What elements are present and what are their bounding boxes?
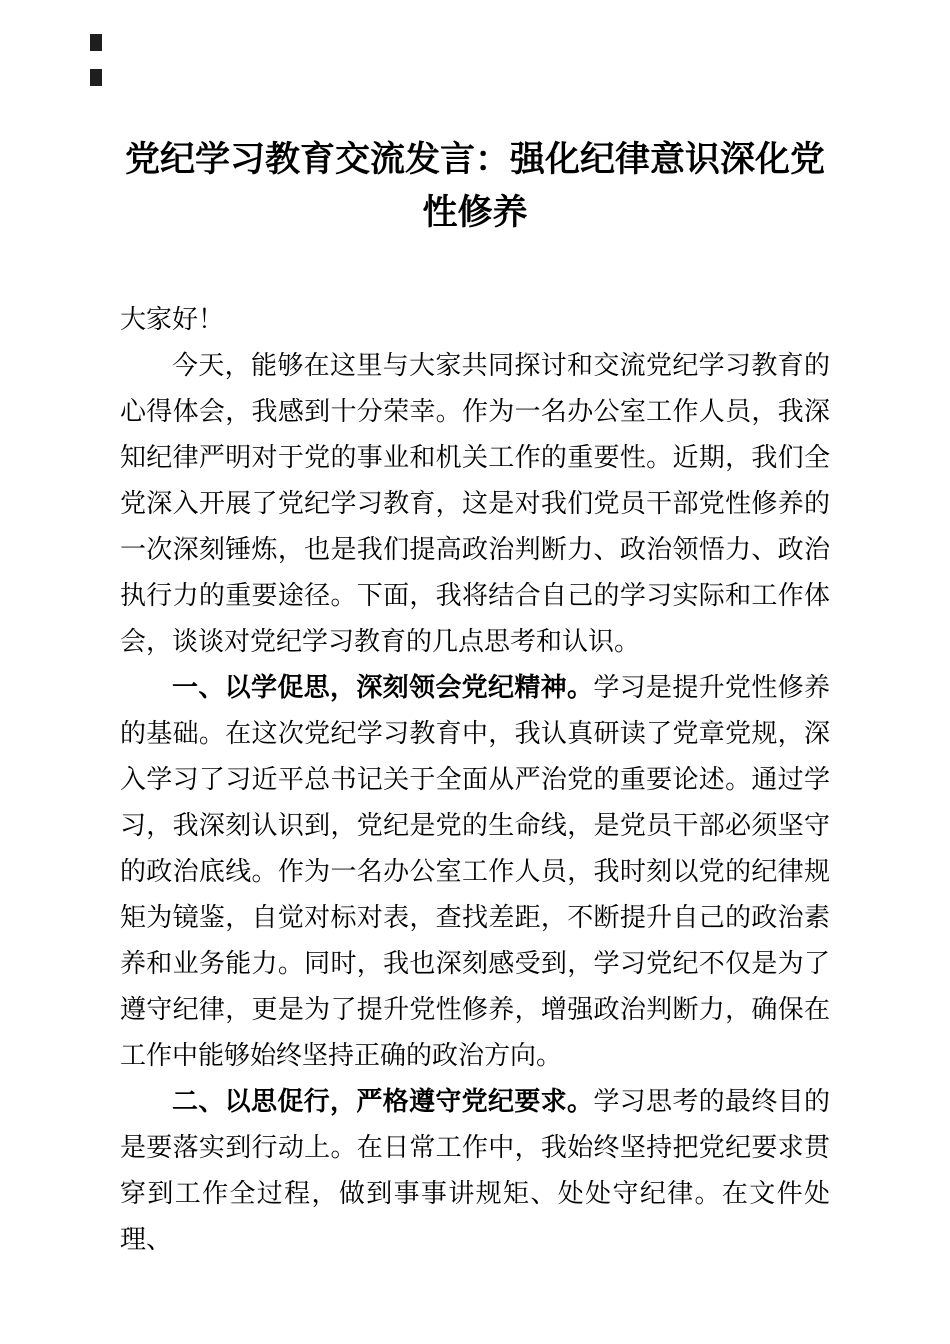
paragraph-text: 学习思考的最终目的是要落实到行动上。在日常工作中，我始终坚持把党纪要求贯穿到工作全过程，做到事事讲规矩、处处守纪律。在文件处理、	[120, 1087, 830, 1254]
paragraph-section-2	[120, 1079, 830, 1263]
section-2-heading: 二、以思促行，严格遵守党纪要求。	[172, 1087, 594, 1116]
corner-mark-icon	[90, 69, 102, 86]
section-1-heading: 一、以学促思，深刻领会党纪精神。	[172, 673, 594, 702]
paragraph-text: 今天，能够在这里与大家共同探讨和交流党纪学习教育的心得体会，我感到十分荣幸。作为一名办公室工作人员，我深知纪律严明对于党的事业和机关工作的重要性。近期，我们全党深入开展了党纪学习教育，这是对我们党员干部党性修养的一次深刻锤炼，也是我们提高政治判断力、政治领悟力、政治执行力的重要途径。下面，我将结合自己的学习实际和工作体会，谈谈对党纪学习教育的几点思考和认识。	[120, 351, 830, 656]
document-title: 党纪学习教育交流发言：强化纪律意识深化党性修养	[124, 140, 825, 232]
paragraph-intro	[120, 343, 830, 665]
paragraph-text: 学习是提升党性修养的基础。在这次党纪学习教育中，我认真研读了党章党规，深入学习了习近平总书记关于全面从严治党的重要论述。通过学习，我深刻认识到，党纪是党的生命线，是党员干部必须坚守的政治底线。作为一名办公室工作人员，我时刻以党的纪律规矩为镜鉴，自觉对标对表，查找差距，不断提升自己的政治素养和业务能力。同时，我也深刻感受到，学习党纪不仅是为了遵守纪律，更是为了提升党性修养，增强政治判断力，确保在工作中能够始终坚持正确的政治方向。	[120, 673, 830, 1070]
corner-marks	[90, 34, 102, 104]
paragraph-section-1	[120, 665, 830, 1079]
corner-mark-icon	[90, 34, 102, 51]
paragraph-text: 大家好！	[120, 305, 225, 334]
paragraph-greeting	[120, 297, 830, 343]
